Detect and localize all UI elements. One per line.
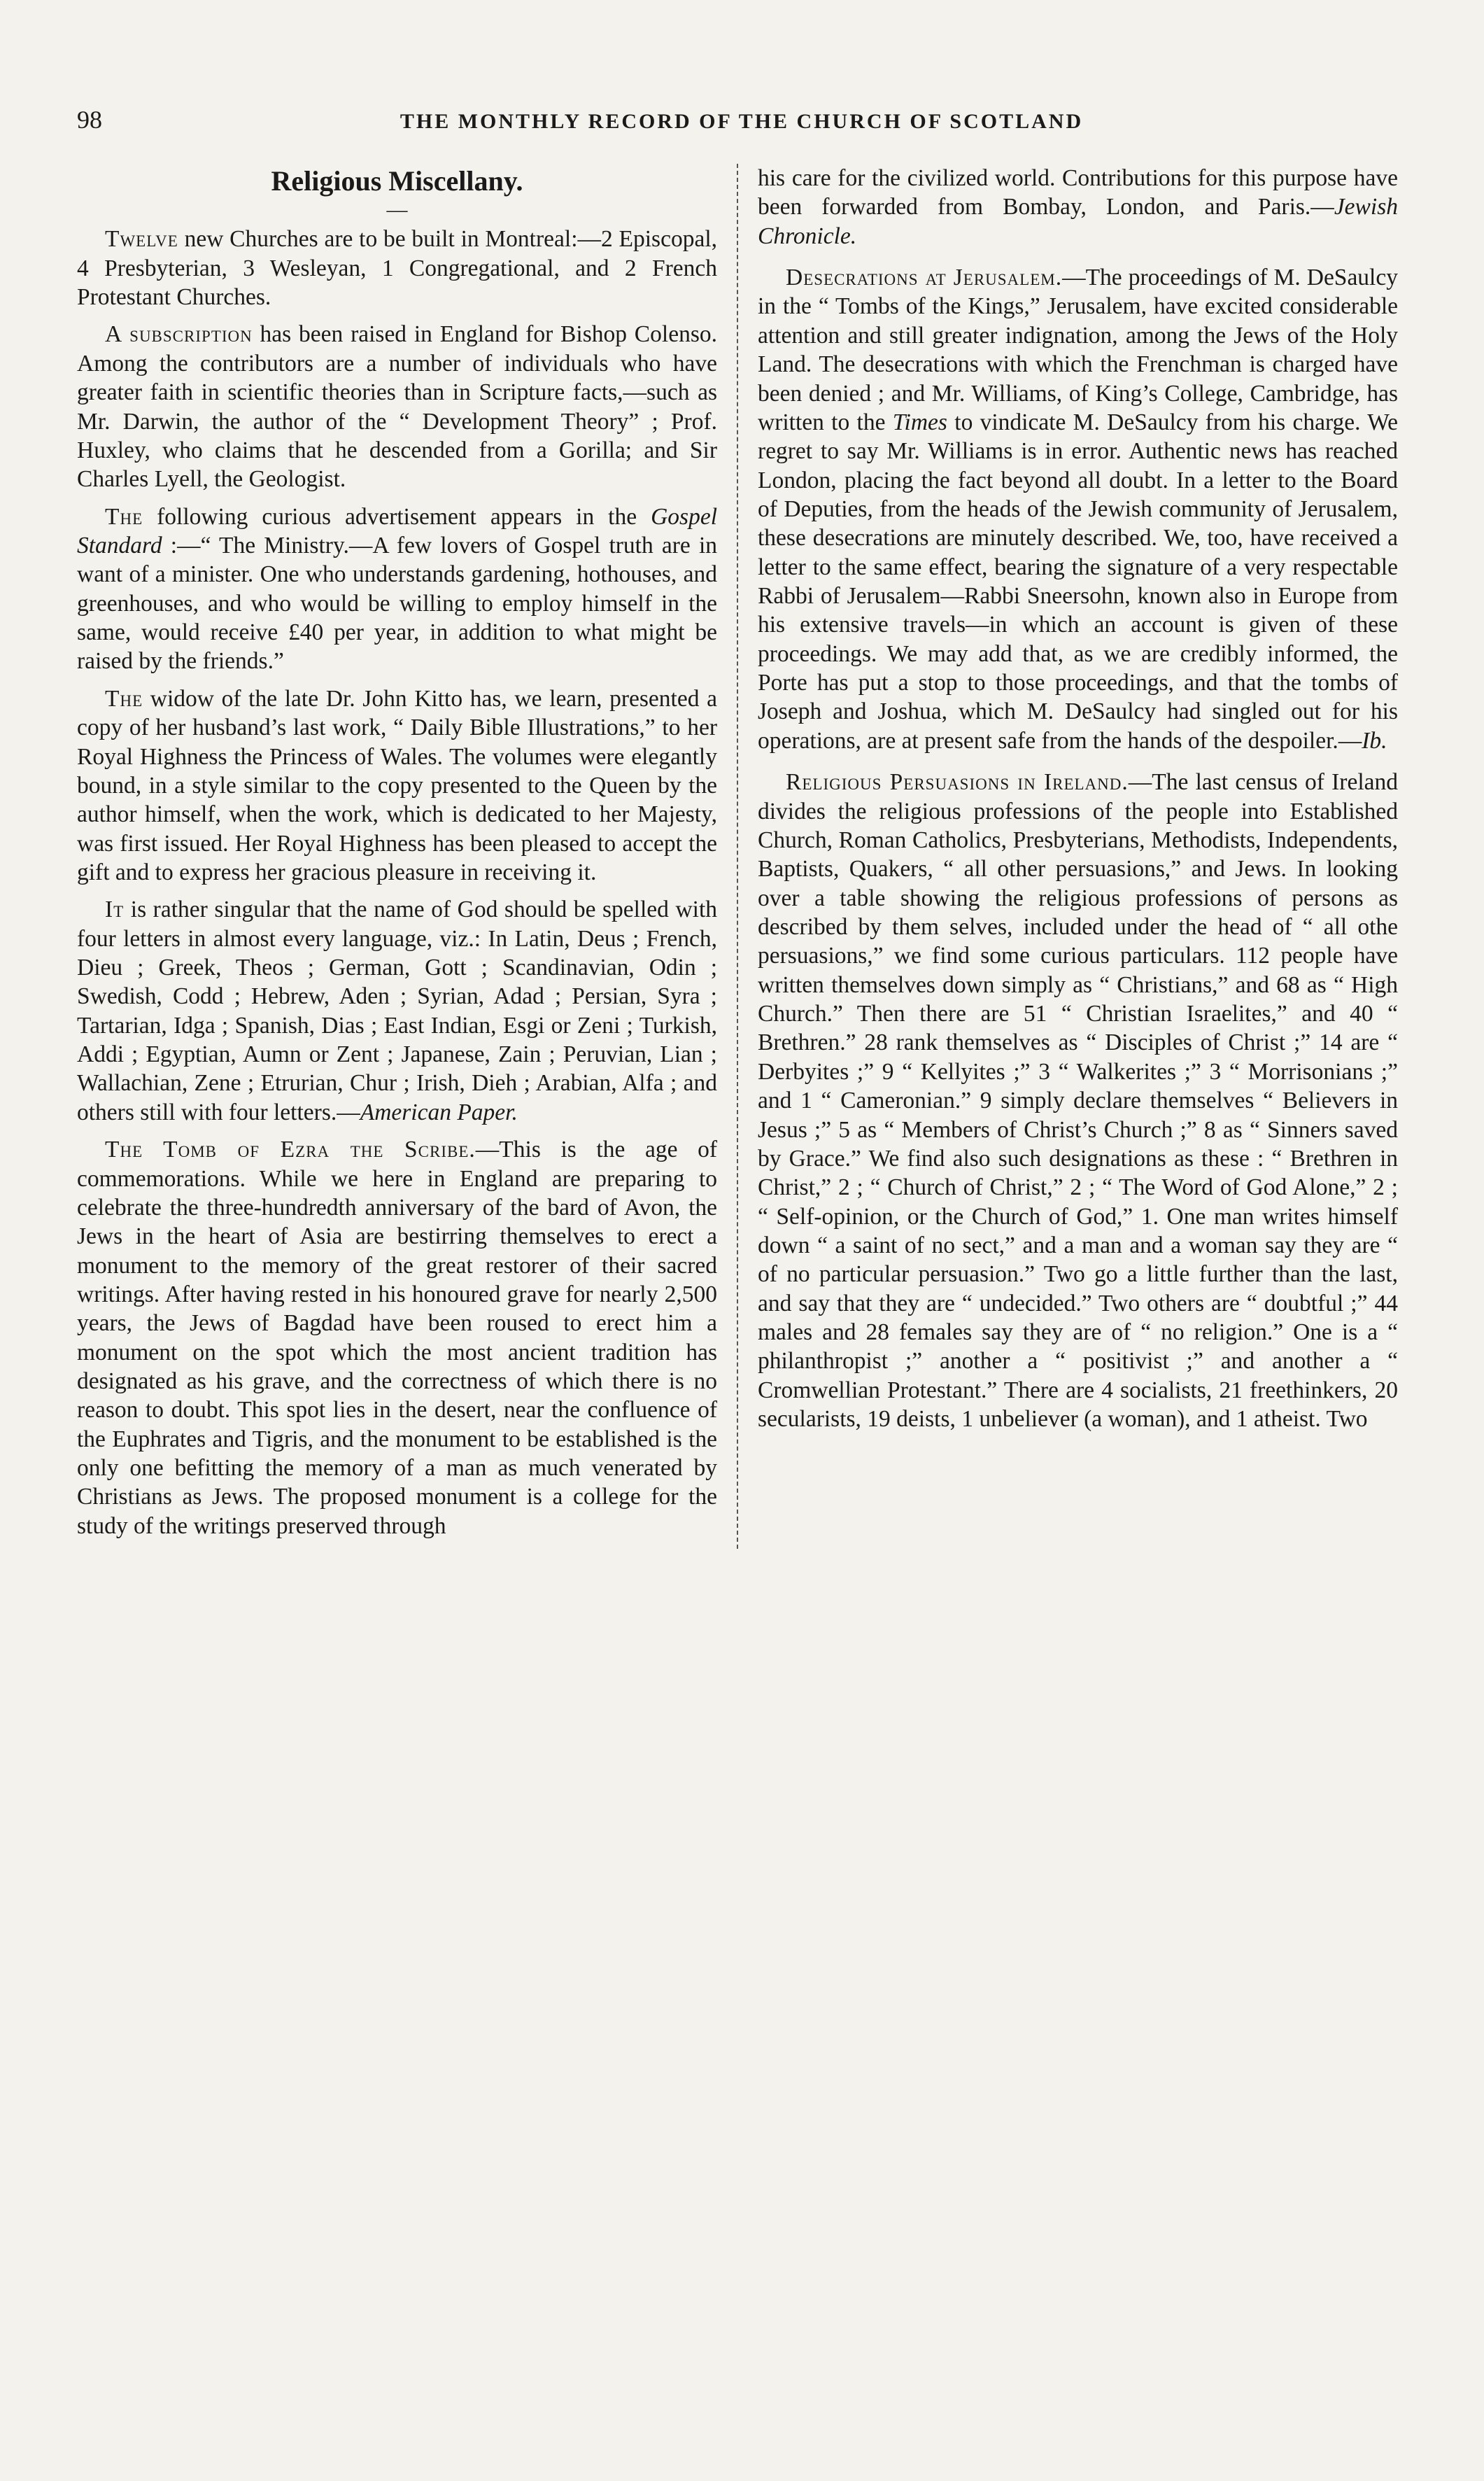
page-number: 98 [77, 106, 102, 134]
article-body: :—“ The Ministry.—A few lovers of Gospel truth are in want of a minister. One who understands gardening, hothouses, and greenhouses, and who would be willing to employ himself in the same, would receive £40 per year, in addition to what might be raised by the friends.” [77, 532, 717, 675]
article-kitto [77, 684, 717, 887]
title-dash: — [386, 198, 408, 222]
right-column [742, 164, 1398, 1549]
article-body: his care for the civilized world. Contributions for this purpose have been forwarded from Bombay, London, and Paris.— [758, 165, 1398, 220]
article-colenso-subscription [77, 320, 717, 493]
article-body: —The last census of Ireland divides the religious professions of the people into Established Church, Roman Catholics, Presbyterians, Methodists, Independents, Baptists, Quakers, “ all other persuasions,” and Jews. In looking over a table showing the religious professions of persons as described by them selves, included under the head of “ all othe persuasions,” we find some curious particulars. 112 people have written themselves down simply as “ Christians,” and 68 as “ High Church.” Then there are 51 “ Christian Israelites,” and 40 “ Brethren.” 28 rank themselves as “ Disciples of Christ ;” 14 are “ Derbyites ;” 9 “ Kellyites ;” 3 “ Walkerites ;” 3 “ Morrisonians ;” and 1 “ Cameronian.” 9 simply declare themselves “ Believers in Jesus ;” 5 as “ Members of Christ’s Church ;” 8 as “ Sinners saved by Grace.” We find also such designations as these : “ Brethren in Christ,” 2 ; “ Church of Christ,” 2 ; “ The Word of God Alone,” 2 ; “ Self-opinion, or the Church of God,” 1. One man writes himself down “ a saint of no sect,” and a man and a woman say they are “ of no particular persuasion.” Two go a little further than the last, and say that they are “ undecided.” Two others are “ doubtful ;” 44 males and 28 females say they are of “ no religion.” One is a “ philanthropist ;” another a “ positivist ;” and another a “ Cromwellian Protestant.” There are 4 socialists, 21 freethinkers, 20 secularists, 19 deists, 1 unbeliever (a woman), and 1 atheist. Two [758, 769, 1398, 1433]
article-source: Ib. [1362, 727, 1387, 754]
article-lead: Twelve [105, 226, 178, 253]
article-desecrations-jerusalem [758, 263, 1398, 755]
article-lead: It [105, 897, 125, 923]
article-body: —The proceedings of M. DeSaulcy in the “ Tombs of the Kings,” Jerusalem, have excited considerable attention and still greater indignation, among the Jews of the Holy Land. The desecrations with which the Frenchman is charged have been denied ; and Mr. Williams, of King’s College, Cambridge, has written to the [758, 265, 1398, 435]
running-head: THE MONTHLY RECORD OF THE CHURCH OF SCOTLAND [400, 110, 1084, 133]
column-divider [737, 164, 738, 1549]
text-columns [77, 164, 1406, 1549]
article-body: to vindicate M. DeSaulcy from his charge. We regret to say Mr. Williams is in error. Authentic news has reached London, placing the fact beyond all doubt. In a letter to the Board of Deputies, from the heads of the Jewish community of Jerusalem, these desecrations are minutely described. We, too, have received a letter to the same effect, bearing the signature of a very respectable Rabbi of Jerusalem—Rabbi Sneersohn, known also in Europe from his extensive travels—in which an account is given of these proceedings. We may add that, as we are credibly informed, the Porte has put a stop to those proceedings, and that the tombs of Joseph and Joshua, which M. DeSaulcy had singled out for his operations, are at present safe from the hands of the despoiler.— [758, 409, 1399, 754]
article-body: new Churches are to be built in Montreal:—2 Episcopal, 4 Presbyterian, 3 Wesleyan, 1 Congregational, and 2 French Protestant Churches. [77, 226, 717, 311]
section-title: Religious Miscellany. [271, 165, 523, 197]
article-tomb-of-ezra-continued [758, 164, 1398, 251]
article-religious-persuasions [758, 768, 1398, 1433]
left-column [77, 164, 733, 1549]
article-body: has been raised in England for Bishop Colenso. Among the contributors are a number of individuals who have greater faith in scientific theories than in Scripture facts,—such as Mr. Darwin, the author of the “ Development Theory” ; Prof. Huxley, who claims that he descended from a Gorilla; and Sir Charles Lyell, the Geologist. [77, 321, 717, 493]
article-body: is rather singular that the name of God should be spelled with four letters in almost every language, viz.: In Latin, Deus ; French, Dieu ; Greek, Theos ; German, Gott ; Scandinavian, Odin ; Swedish, Codd ; Hebrew, Aden ; Syrian, Adad ; Persian, Syra ; Tartarian, Idga ; Spanish, Dias ; East Indian, Esgi or Zeni ; Turkish, Addi ; Egyptian, Aumn or Zent ; Japanese, Zain ; Peruvian, Lian ; Wallachian, Zene ; Etrurian, Chur ; Irish, Dieh ; Arabian, Alfa ; and others still with four letters.— [77, 897, 717, 1125]
article-heading: Religious Persuasions in Ireland. [786, 769, 1129, 796]
article-body: —This is the age of commemorations. While we here in England are preparing to celebrate the three-hundredth anniversary of the bard of Avon, the Jews in the heart of Asia are bestirring themselves to erect a monument to the memory of the great restorer of their sacred writings. After having rested in his honoured grave for nearly 2,500 years, the Jews of Bagdad have been roused to erect him a monument on the spot which the most ancient tradition has designated as his grave, and the correctness of which there is no reason to doubt. This spot lies in the desert, near the confluence of the Euphrates and Tigris, and the monument to be established is the only one befitting the memory of a man as much venerated by Christians as Jews. The proposed monument is a college for the study of the writings preserved through [77, 1137, 717, 1539]
article-source: American Paper. [360, 1099, 518, 1125]
article-body: widow of the late Dr. John Kitto has, we learn, presented a copy of her husband’s last work, “ Daily Bible Illustrations,” to her Royal Highness the Princess of Wales. The volumes were elegantly bound, in a style similar to the copy presented to the Queen by the author himself, when the work, which is dedicated to her Majesty, was first issued. Her Royal Highness has been pleased to accept the gift and to express her gracious pleasure in receiving it. [77, 685, 717, 885]
article-advertisement [77, 502, 717, 676]
journal-page [77, 105, 1406, 2443]
article-source: Gospel Standard [77, 503, 717, 558]
article-lead: The [105, 685, 143, 712]
article-body: following curious advertisement appears in the [143, 503, 651, 530]
times-reference: Times [892, 409, 947, 435]
page-header [77, 105, 1406, 147]
article-lead: The [105, 503, 143, 530]
article-source: Jewish Chronicle. [758, 194, 1398, 249]
article-tomb-of-ezra [77, 1135, 717, 1540]
article-montreal-churches [77, 225, 717, 311]
article-name-of-god [77, 895, 717, 1127]
article-heading: Desecrations at Jerusalem. [786, 265, 1063, 291]
article-lead: A subscription [105, 321, 253, 348]
article-heading: The Tomb of Ezra the Scribe. [105, 1137, 476, 1163]
